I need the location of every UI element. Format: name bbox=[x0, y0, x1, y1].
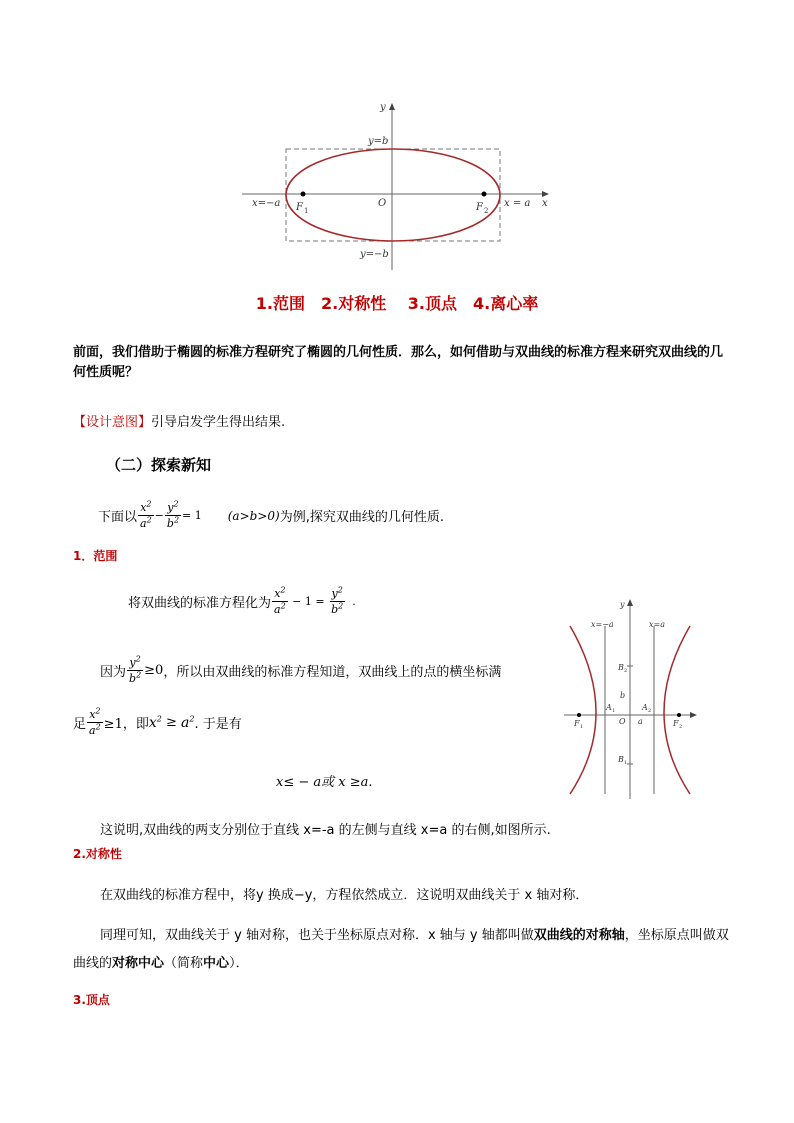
a-squared: $a^2$ bbox=[181, 713, 195, 731]
b1-sub: 1 bbox=[624, 760, 628, 766]
symmetry-p2-part-a: 同理可知，双曲线关于 y 轴对称，也关于坐标原点对称．x 轴与 y 轴都叫做 bbox=[100, 928, 534, 943]
f2-sub: 2 bbox=[679, 724, 683, 730]
b-label: b bbox=[620, 691, 626, 700]
b1-label: B bbox=[618, 755, 624, 764]
x-squared: $x^2$ bbox=[148, 713, 162, 731]
example-line bbox=[98, 499, 444, 530]
y-axis-label: y bbox=[380, 102, 386, 113]
range-conclusion: 这说明,双曲线的两支分别位于直线 x=-a 的左侧与直线 x=a 的右侧,如图所示. bbox=[100, 823, 551, 838]
range-line-1-prefix: 将双曲线的标准方程化为 bbox=[128, 596, 272, 611]
fraction-y2-b2: $\frac{y^2}{b^2}$ bbox=[166, 499, 180, 530]
range-heading: 1．范围 bbox=[73, 549, 118, 563]
f1-sub: 1 bbox=[304, 207, 309, 215]
range-line-1 bbox=[128, 585, 356, 616]
symmetry-center-term: 对称中心 bbox=[112, 956, 165, 971]
example-prefix: 下面以 bbox=[98, 510, 138, 525]
b2-sub: 2 bbox=[624, 668, 628, 674]
a-label: a bbox=[638, 717, 643, 726]
range-line-2-prefix: 因为 bbox=[100, 665, 127, 680]
symmetry-p2-part-d: （简称 bbox=[164, 956, 204, 971]
a2-sub: 2 bbox=[648, 708, 652, 714]
f2-label: F bbox=[476, 202, 483, 213]
hyperbola-right-branch bbox=[664, 626, 690, 794]
design-intent bbox=[73, 411, 285, 430]
fraction-x2-a2: $\frac{x^2}{a^2}$ bbox=[274, 585, 286, 616]
minus-one-equals: − 1 = bbox=[288, 595, 329, 608]
range-line-3 bbox=[73, 706, 242, 737]
top-line-label: y=b bbox=[368, 136, 389, 147]
range-line-2 bbox=[100, 654, 502, 685]
range-result: x≤ − a或 x ≥a. bbox=[276, 775, 373, 790]
geq-one: ≥1，即 bbox=[103, 717, 149, 732]
design-intent-bracket: 【设计意图】 bbox=[73, 415, 152, 430]
example-condition: (a>b>0) bbox=[227, 508, 280, 523]
f2-label: F bbox=[673, 719, 679, 728]
left-line-label: x=−a bbox=[252, 198, 281, 209]
fraction-y2-b2: $\frac{y^2}{b^2}$ bbox=[331, 585, 344, 616]
vertex-heading: 3.顶点 bbox=[73, 993, 110, 1007]
x-axis-label: x bbox=[542, 198, 548, 209]
focus-f1 bbox=[577, 713, 581, 717]
f1-sub: 1 bbox=[580, 724, 584, 730]
design-intent-text: 引导启发学生得出结果. bbox=[151, 415, 286, 430]
section-title: （二）探索新知 bbox=[106, 456, 212, 474]
properties-heading: 1.范围 2.对称性 3.顶点 4.离心率 bbox=[255, 294, 539, 313]
symmetry-p2-part-c: ，坐标原点叫做双曲线的 bbox=[73, 928, 729, 971]
a1-label: A bbox=[606, 703, 612, 712]
range-line-3-suffix: . 于是有 bbox=[194, 717, 242, 732]
fraction-x2-a2: $\frac{x^2}{a^2}$ bbox=[89, 706, 101, 737]
y-axis-label: y bbox=[620, 600, 625, 609]
origin-label: O bbox=[378, 198, 387, 209]
symmetry-axis-term: 双曲线的对称轴 bbox=[533, 928, 625, 943]
range-line-2-suffix: ，所以由双曲线的标准方程知道，双曲线上的点的横坐标满 bbox=[163, 665, 502, 680]
geq-zero: ≥0 bbox=[144, 663, 164, 678]
symmetry-paragraph-1: 在双曲线的标准方程中，将y 换成−y，方程依然成立．这说明双曲线关于 x 轴对称． bbox=[100, 888, 589, 903]
symmetry-paragraph-2 bbox=[73, 922, 735, 978]
right-line-label: x=a bbox=[649, 620, 665, 629]
fraction-x2-a2: $\frac{x^2}{a^2}$ bbox=[140, 499, 152, 530]
symmetry-p2-part-e: ）． bbox=[229, 956, 249, 971]
origin-label: O bbox=[619, 717, 626, 726]
b2-label: B bbox=[618, 663, 624, 672]
period: . bbox=[352, 595, 356, 608]
minus-sign: − bbox=[154, 509, 164, 522]
fraction-y2-b2: $\frac{y^2}{b^2}$ bbox=[129, 654, 142, 685]
focus-f1 bbox=[301, 192, 306, 197]
geq-sign: ≥ bbox=[161, 715, 182, 730]
a1-sub: 1 bbox=[612, 708, 616, 714]
equals-one: = 1 bbox=[182, 509, 202, 522]
ellipse-curve bbox=[286, 149, 500, 241]
example-suffix: 为例,探究双曲线的几何性质. bbox=[279, 510, 444, 525]
bottom-line-label: y=−b bbox=[360, 249, 389, 260]
ellipse-figure bbox=[236, 96, 560, 274]
focus-f2 bbox=[677, 713, 681, 717]
a2-label: A bbox=[642, 703, 648, 712]
center-term: 中心 bbox=[203, 956, 230, 971]
left-line-label: x=−a bbox=[591, 620, 614, 629]
hyperbola-figure bbox=[562, 596, 700, 800]
symmetry-heading: 2.对称性 bbox=[73, 847, 122, 861]
intro-paragraph: 前面，我们借助于椭圆的标准方程研究了椭圆的几何性质．那么，如何借助与双曲线的标准方程来研究双曲线的几何性质呢？ bbox=[73, 345, 724, 380]
right-line-label: x = a bbox=[504, 198, 531, 209]
range-line-3-prefix: 足 bbox=[73, 717, 87, 732]
f2-sub: 2 bbox=[484, 207, 489, 215]
hyperbola-left-branch bbox=[570, 626, 596, 794]
f1-label: F bbox=[296, 202, 303, 213]
f1-label: F bbox=[574, 719, 580, 728]
focus-f2 bbox=[482, 192, 487, 197]
